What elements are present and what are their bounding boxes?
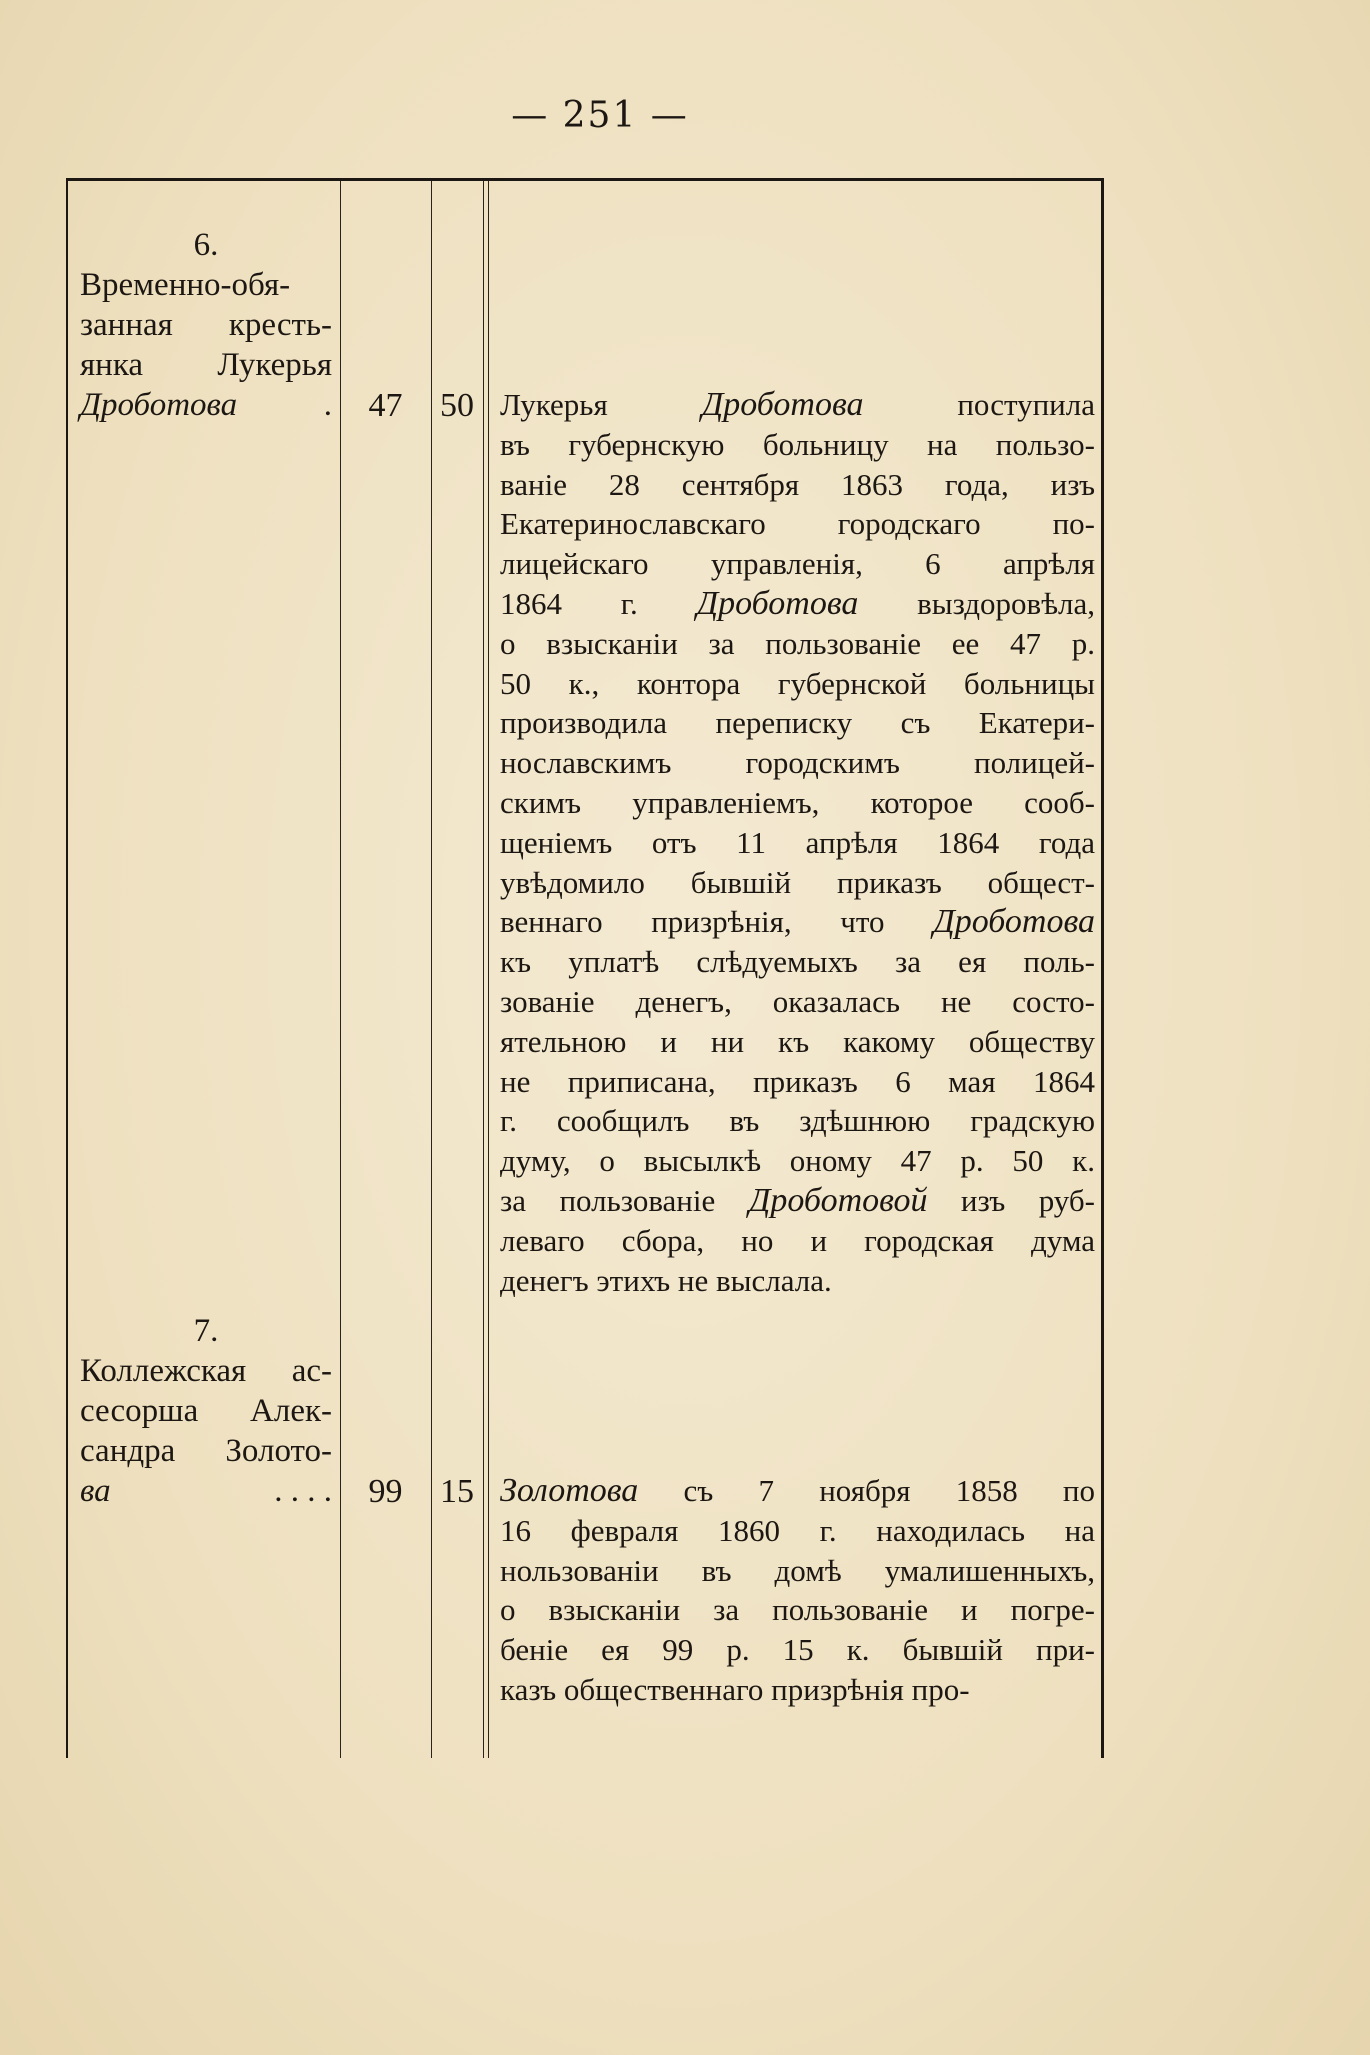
entry-surname: ва (80, 1473, 111, 1509)
text-line (500, 664, 1095, 704)
text-line (500, 1590, 1095, 1630)
italic-name: Дроботова (933, 903, 1095, 941)
text-segment: съ 7 ноября 1858 по (638, 1473, 1095, 1508)
entry-number: 6. (193, 227, 219, 263)
text-segment: къ уплатѣ слѣдуемыхъ за ея поль- (500, 944, 1095, 980)
amount-kopecks: 50 (440, 387, 474, 424)
text-segment: изъ руб- (927, 1182, 1095, 1218)
text-segment: Екатеринославскаго городскаго по- (500, 506, 1095, 542)
text-segment: щеніемъ отъ 11 апрѣля 1864 года (500, 824, 1095, 860)
text-segment: нользованіи въ домѣ умалишенныхъ, (500, 1552, 1095, 1588)
text-segment: о взысканіи за пользованіе ее 47 р. (500, 625, 1095, 661)
amount-kopecks: 15 (440, 1473, 474, 1510)
text-segment: ваніе 28 сентября 1863 года, изъ (500, 466, 1095, 502)
entry-title-line: Временно-обя- (80, 267, 291, 303)
entry-number: 7. (193, 1313, 219, 1349)
column-divider (483, 181, 484, 1758)
text-line (500, 1022, 1095, 1062)
entry-6-text (500, 385, 1095, 1300)
text-line (500, 544, 1095, 584)
entry-surname: Дроботова (80, 387, 238, 423)
text-segment: Лукерья (500, 387, 702, 422)
text-line (500, 1551, 1095, 1591)
text-line (500, 1141, 1095, 1181)
text-line (500, 584, 1095, 624)
entry-title-line: сандра Золото- (80, 1433, 332, 1469)
text-segment: веннаго призрѣнія, что (500, 904, 934, 940)
italic-name: Дроботовой (748, 1181, 928, 1219)
text-line (500, 1261, 1095, 1301)
text-line (500, 1101, 1095, 1141)
leader-dots: . (323, 387, 332, 423)
text-segment: скимъ управленіемъ, которое сооб- (500, 784, 1095, 820)
entry-title-line: занная кресть- (80, 307, 332, 343)
text-segment: г. сообщилъ въ здѣшнюю градскую (500, 1103, 1095, 1139)
text-segment: нославскимъ городскимъ полицей- (500, 745, 1095, 781)
text-line (500, 624, 1095, 664)
text-line (500, 942, 1095, 982)
text-segment: денегъ этихъ не выслала. (500, 1262, 832, 1298)
text-segment: думу, о высылкѣ оному 47 р. 50 к. (500, 1143, 1095, 1179)
text-segment: увѣдомило бывшій приказъ общест- (500, 864, 1095, 900)
text-segment: зованіе денегъ, оказалась не состо- (500, 983, 1095, 1019)
leader-dots: . . . . (274, 1473, 332, 1509)
text-segment: 1864 г. (500, 585, 697, 621)
text-line (500, 902, 1095, 942)
text-segment: ятельною и ни къ какому обществу (500, 1023, 1095, 1059)
text-line (500, 504, 1095, 544)
text-segment: лицейскаго управленія, 6 апрѣля (500, 546, 1095, 582)
text-segment: 16 февраля 1860 г. находилась на (500, 1512, 1095, 1548)
entry-7-person (80, 1311, 332, 1511)
text-segment: производила переписку съ Екатери- (500, 705, 1095, 741)
italic-name: Золотова (500, 1472, 639, 1509)
text-segment: леваго сбора, но и городская дума (500, 1222, 1095, 1258)
text-line (500, 465, 1095, 505)
text-segment: выздоровѣла, (858, 585, 1096, 621)
text-line (500, 783, 1095, 823)
text-line (500, 1471, 1095, 1511)
text-line (500, 823, 1095, 863)
entry-7-text (500, 1471, 1095, 1710)
text-line (500, 385, 1095, 425)
text-segment: за пользованіе (500, 1182, 749, 1218)
text-segment: 50 к., контора губернской больницы (500, 665, 1095, 701)
text-line (500, 743, 1095, 783)
italic-name: Дроботова (701, 386, 864, 423)
text-line (500, 863, 1095, 903)
text-line (500, 1630, 1095, 1670)
entry-title-line: сесорша Алек- (80, 1393, 332, 1429)
column-divider (488, 181, 489, 1758)
entry-title-line: янка Лукерья (80, 347, 332, 383)
text-line (500, 982, 1095, 1022)
italic-name: Дроботова (696, 584, 859, 622)
text-line (500, 703, 1095, 743)
text-line (500, 1221, 1095, 1261)
page-number: — 251 — (511, 95, 689, 136)
text-line (500, 425, 1095, 465)
text-segment: беніе ея 99 р. 15 к. бывшій при- (500, 1632, 1095, 1668)
text-line (500, 1511, 1095, 1551)
entry-6-person (80, 225, 332, 425)
text-line (500, 1062, 1095, 1102)
text-line (500, 1670, 1095, 1710)
text-segment: въ губернскую больницу на пользо- (500, 426, 1095, 462)
amount-rubles: 99 (368, 1473, 403, 1510)
text-segment: о взысканіи за пользованіе и погре- (500, 1592, 1095, 1628)
amount-rubles: 47 (368, 387, 403, 424)
text-segment: поступила (863, 387, 1096, 422)
text-segment: не приписана, приказъ 6 мая 1864 (500, 1063, 1095, 1099)
text-line (500, 1181, 1095, 1221)
ledger-table (66, 178, 1104, 1758)
text-segment: казъ общественнаго призрѣнія про- (500, 1671, 970, 1707)
entry-title-line: Коллежская ас- (80, 1353, 332, 1389)
